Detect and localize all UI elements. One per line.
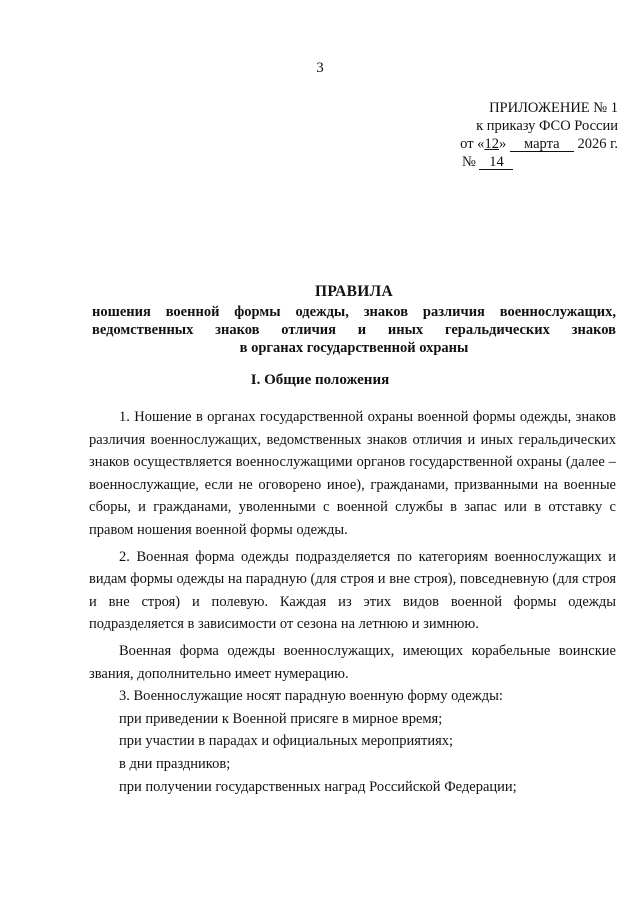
- document-title: ПРАВИЛА: [315, 283, 393, 300]
- paragraph: 1. Ношение в органах государственной охраны военной формы одежды, знаков различия военнослужащих, ведомственных знаков отличия и иных геральдических знаков осуществляется военнослужащими органов государственной охраны (далее – военнослужащие, если не оговорено иное), гражданами, призванными на военные сборы, и гражданами, уволенными с военной службы в запас или в отставку с правом ношения военной формы одежды.: [89, 409, 616, 538]
- list-item: в дни праздников;: [119, 755, 231, 772]
- date-mid: »: [498, 136, 507, 152]
- appendix-number: [398, 153, 618, 171]
- order-number: 14: [479, 155, 513, 170]
- paragraph: 3. Военнослужащие носят парадную военную форму одежды:: [119, 688, 503, 705]
- appendix-date: [398, 135, 618, 153]
- document-body: [89, 406, 616, 798]
- subtitle-line: ведомственных знаков отличия и иных геральдических знаков: [92, 322, 616, 338]
- date-month: марта: [510, 137, 574, 152]
- number-prefix: №: [462, 154, 476, 170]
- date-year: 2026 г.: [577, 136, 618, 152]
- paragraph: Военная форма одежды военнослужащих, имеющих корабельные воинские звания, дополнительно имеет нумерацию.: [89, 642, 616, 682]
- subtitle-line: в органах государственной охраны: [239, 340, 469, 356]
- subtitle-line: ношения военной формы одежды, знаков различия военнослужащих,: [92, 304, 616, 320]
- document-title-block: [92, 283, 616, 357]
- date-day: 12: [484, 136, 499, 152]
- appendix-title: ПРИЛОЖЕНИЕ № 1: [489, 100, 618, 116]
- list-item: при получении государственных наград Российской Федерации;: [119, 778, 517, 795]
- section-heading: I. Общие положения: [250, 372, 390, 388]
- paragraph: 2. Военная форма одежды подразделяется по категориям военнослужащих и видам формы одежды на парадную (для строя и вне строя), повседневную (для строя и вне строя) и полевую. Каждая из этих видов военной формы одежды подразделяется в зависимости от сезона на летнюю и зимнюю.: [89, 548, 616, 633]
- list-item: при приведении к Военной присяге в мирное время;: [119, 710, 443, 727]
- appendix-header: [398, 99, 618, 171]
- page-number: 3: [316, 60, 324, 76]
- list-item: при участии в парадах и официальных мероприятиях;: [119, 733, 454, 750]
- appendix-order-ref: к приказу ФСО России: [476, 118, 618, 134]
- date-prefix: от «: [460, 136, 485, 152]
